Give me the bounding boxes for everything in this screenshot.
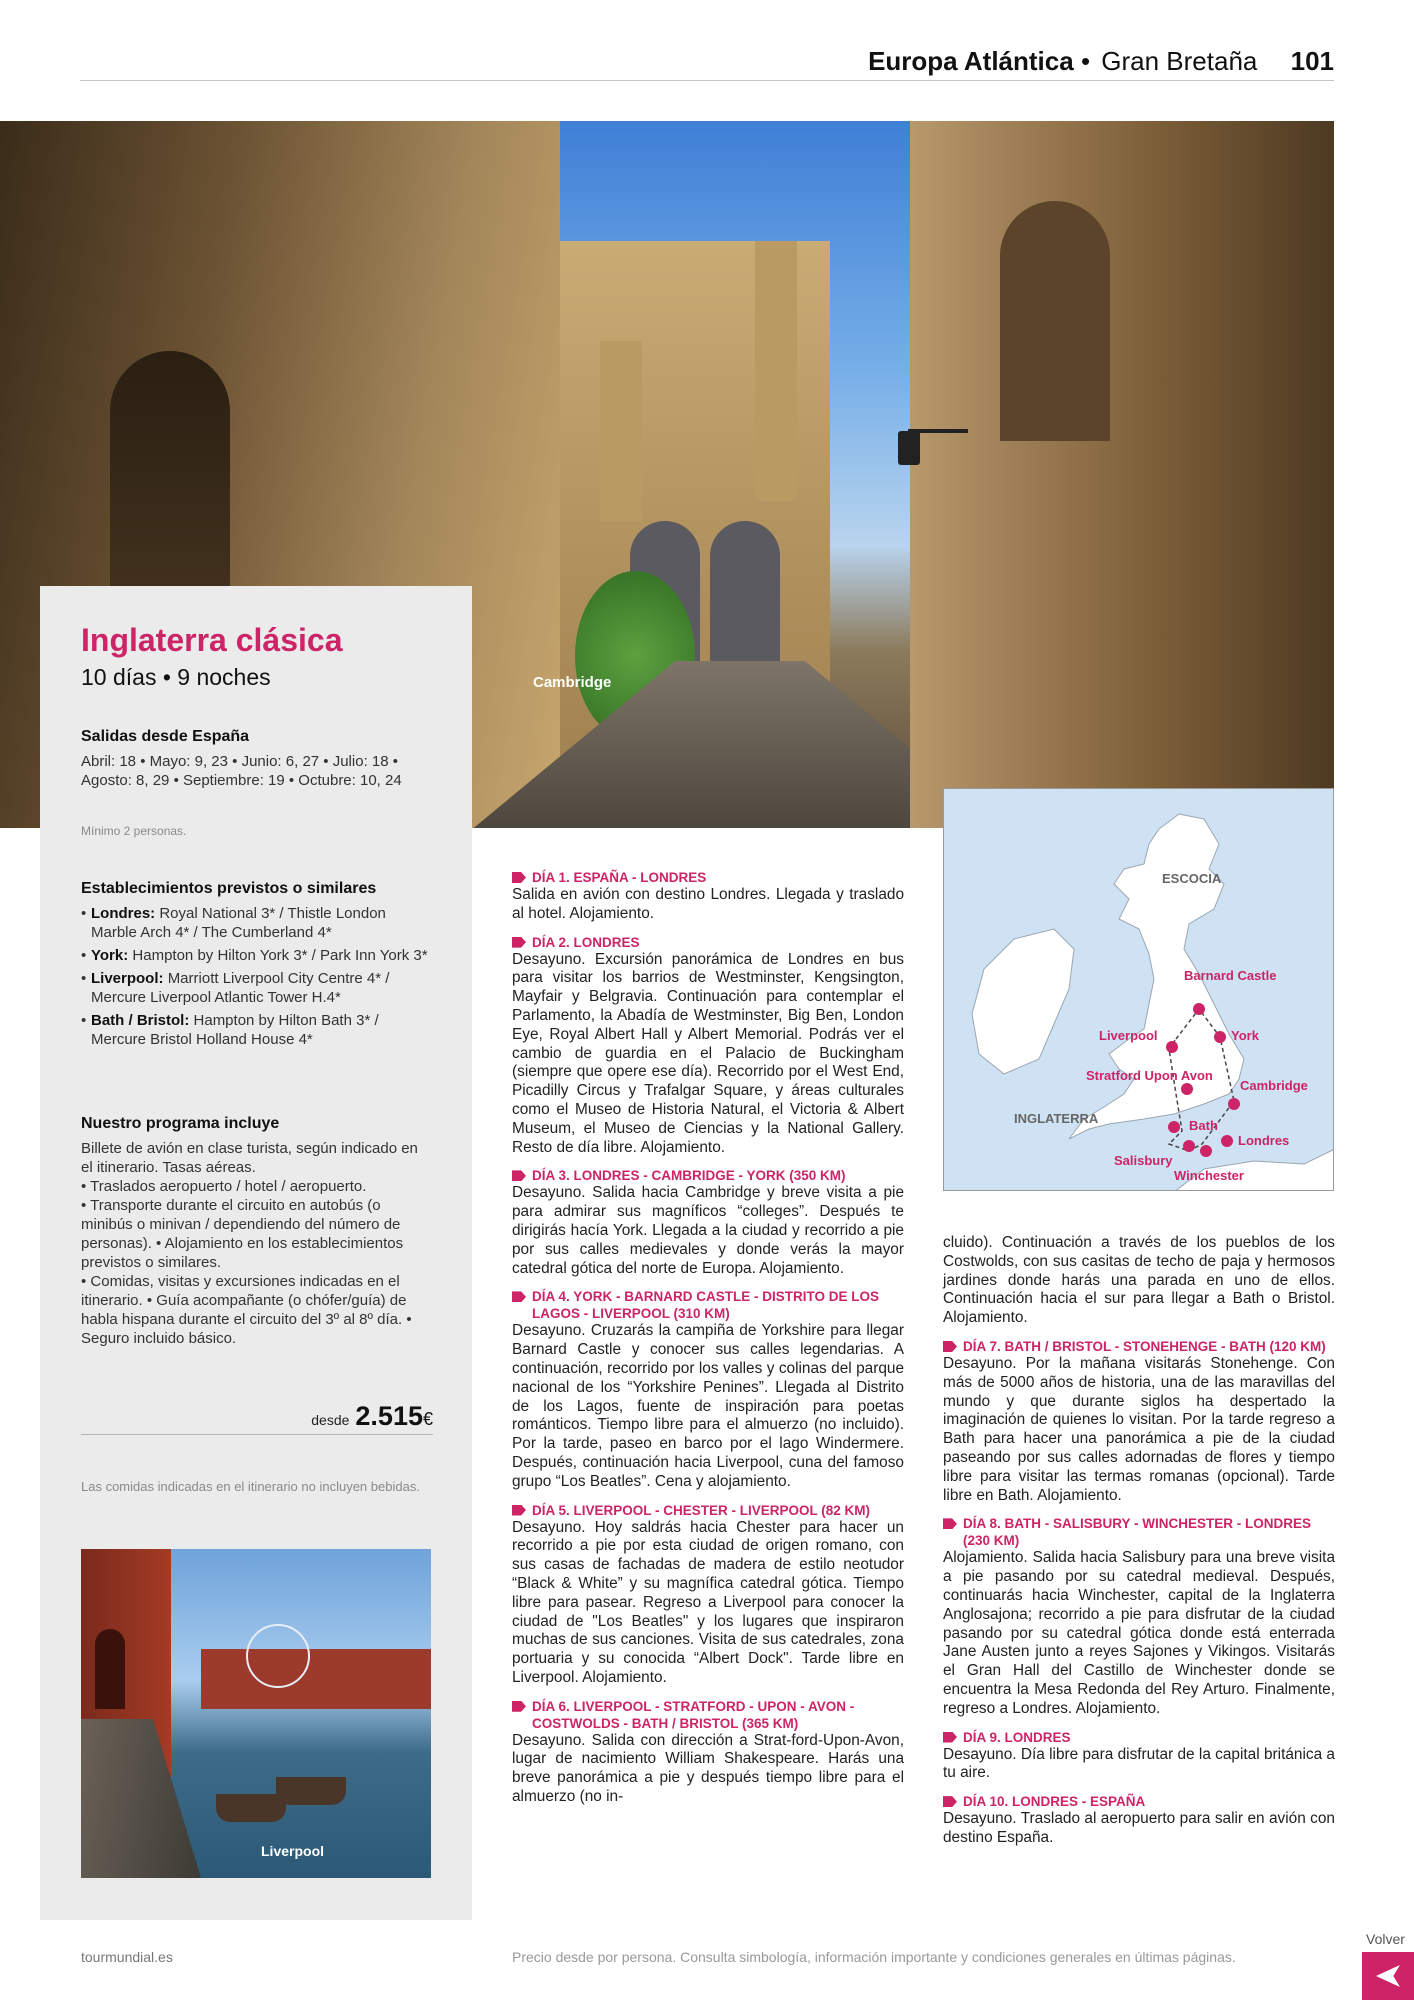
includes-heading: Nuestro programa incluye (81, 1115, 280, 1132)
liverpool-photo (81, 1549, 431, 1878)
back-arrow-icon (1376, 1965, 1400, 1987)
price-row (81, 1401, 433, 1432)
map-label-stratford: Stratford Upon Avon (1086, 1068, 1213, 1083)
map-marker-cambridge (1228, 1098, 1240, 1110)
itinerary-day (943, 1793, 1335, 1848)
photo-dock-building (201, 1649, 431, 1709)
day-continuation-text: cluido). Continuación a través de los pueblos de los Costwolds, con sus casitas de techo de paja y hermosos jardines donde harás una parada en uno de ellos. Continuación hacia el sur para llegar a Bath o Bristol. Alojamiento. (943, 1234, 1335, 1327)
day-heading: DÍA 4. YORK - BARNARD CASTLE - DISTRITO DE LOS LAGOS - LIVERPOOL (310 KM) (512, 1288, 904, 1322)
map-label-york: York (1231, 1028, 1259, 1043)
day-heading: DÍA 7. BATH / BRISTOL - STONEHENGE - BATH (120 KM) (943, 1338, 1335, 1355)
map-region-scotland: ESCOCIA (1162, 871, 1222, 886)
hotel-names: Marriott Liverpool City Centre 4* / Mercure Liverpool Atlantic Tower H.4* (91, 970, 390, 1006)
itinerary-day (512, 934, 904, 1158)
hotel-list (81, 904, 433, 1049)
day-text: Desayuno. Excursión panorámica de Londres en bus para visitar los barrios de Westminster, Kengsington, Mayfair y Belgravia. Continuación para contemplar el Parlamento, la Abadía de Westminster, Big Ben, London Eye, Royal Albert Hall y Albert Memorial. Podrás ver el cambio de guardia en el Palacio de Buckingham (siempre que opere ese día). Recorrido por el West End, Picadilly Circus y Trafalgar Square, y áreas culturales como el Museo de Historia Natural, el Victoria & Albert Museum, el Museo de Ciencias y la National Gallery. Resto de día libre. Alojamiento. (512, 950, 904, 1156)
day-heading: DÍA 3. LONDRES - CAMBRIDGE - YORK (350 KM) (512, 1167, 904, 1184)
itinerary-column-middle (512, 869, 904, 1817)
map-region-england: INGLATERRA (1014, 1111, 1099, 1126)
map-graphic (944, 789, 1334, 1191)
back-label[interactable]: Volver (1366, 1931, 1405, 1947)
day-heading: DÍA 1. ESPAÑA - LONDRES (512, 869, 904, 886)
itinerary-day (512, 1167, 904, 1278)
tour-title: Inglaterra clásica (81, 622, 343, 658)
day-heading: DÍA 2. LONDRES (512, 934, 904, 951)
map-label-winchester: Winchester (1174, 1168, 1244, 1183)
ferris-wheel-icon (246, 1624, 310, 1688)
header-country: Gran Bretaña (1101, 46, 1258, 76)
meals-note: Las comidas indicadas en el itinerario no incluyen bebidas. (81, 1479, 420, 1494)
price-currency: € (422, 1409, 433, 1429)
itinerary-day (512, 869, 904, 924)
list-item (81, 904, 433, 942)
route-map (943, 788, 1334, 1191)
day-text: Desayuno. Traslado al aeropuerto para salir en avión con destino España. (943, 1810, 1335, 1846)
itinerary-day (512, 1288, 904, 1491)
hotel-city: Liverpool: (91, 970, 164, 987)
includes-line: Billete de avión en clase turista, según indicado en el itinerario. Tasas aéreas. (81, 1140, 418, 1176)
departures-text: Abril: 18 • Mayo: 9, 23 • Junio: 6, 27 • Julio: 18 • Agosto: 8, 29 • Septiembre: 19 • Octubre: 10, 24 (81, 753, 402, 789)
day-heading: DÍA 5. LIVERPOOL - CHESTER - LIVERPOOL (82 KM) (512, 1502, 904, 1519)
day-heading: DÍA 6. LIVERPOOL - STRATFORD - UPON - AVON - COSTWOLDS - BATH / BRISTOL (365 KM) (512, 1698, 904, 1732)
hotel-city: York: (91, 947, 129, 964)
back-button[interactable] (1362, 1952, 1414, 2000)
day-text: Salida en avión con destino Londres. Llegada y traslado al hotel. Alojamiento. (512, 886, 904, 922)
day-text: Desayuno. Salida con dirección a Strat-ford-Upon-Avon, lugar de nacimiento William Shakespeare. Harás una breve panorámica a pie y después tiempo libre para el almuerzo (no in- (512, 1731, 904, 1806)
street-lamp-icon (898, 431, 920, 465)
map-marker-salisbury (1183, 1140, 1195, 1152)
day-text: Alojamiento. Salida hacia Salisbury para una breve visita a pie pasando por su catedral medieval. Después, continuarás hacia Winchester, capital de la Inglaterra Anglosajona; recorrido a pie para disfrutar de la ciudad pasando por su catedral gótica donde está enterrada Jane Austen junto a reyes Sajones y Vikingos. Visitarás el Gran Hall del Castillo de Winchester donde se encuentra la Mesa Redonda del Rey Arturo. Finalmente, regreso a Londres. Alojamiento. (943, 1549, 1335, 1717)
map-marker-barnard (1193, 1003, 1205, 1015)
map-label-bath: Bath (1189, 1118, 1218, 1133)
departures-heading: Salidas desde España (81, 728, 250, 745)
includes-line: • Transporte durante el circuito en autobús (o minibús o minivan / dependiendo del número de personas). • Alojamiento en los establecimientos previstos o similares. (81, 1197, 404, 1271)
price-from-label: desde (311, 1412, 350, 1428)
map-marker-stratford (1181, 1083, 1193, 1095)
list-item (81, 946, 433, 965)
photo-building-right (910, 121, 1334, 828)
itinerary-column-right (943, 1234, 1335, 1858)
includes-line: • Traslados aeropuerto / hotel / aeropuerto. (81, 1178, 367, 1195)
list-item (81, 1011, 433, 1049)
includes-section (81, 1115, 433, 1348)
day-text: Desayuno. Día libre para disfrutar de la capital británica a tu aire. (943, 1745, 1335, 1782)
day-text: Desayuno. Hoy saldrás hacia Chester para hacer un recorrido a pie por esta ciudad de origen romano, con sus casas de fachadas de madera de estilo neotudor “Black & White” y su magnífica catedral gótica. Tiempo libre para pasear. Regreso a Liverpool para conocer la ciudad de "Los Beatles" y los lugares que inspiraron muchas de sus canciones. Visita de sus catedrales, zona portuaria y su conocida “Albert Dock". Tarde libre en Liverpool. Alojamiento. (512, 1518, 904, 1686)
header-title (868, 46, 1334, 77)
map-label-barnard: Barnard Castle (1184, 968, 1277, 983)
hero-caption: Cambridge (533, 674, 612, 691)
list-item (81, 969, 433, 1007)
day-heading: DÍA 10. LONDRES - ESPAÑA (943, 1793, 1335, 1810)
page-number: 101 (1290, 46, 1334, 76)
itinerary-day (943, 1338, 1335, 1505)
day-heading: DÍA 9. LONDRES (943, 1729, 1335, 1746)
map-label-cambridge: Cambridge (1240, 1078, 1308, 1093)
header-separator: • (1080, 46, 1091, 76)
boat-icon (276, 1777, 346, 1805)
includes-line: • Comidas, visitas y excursiones indicadas en el itinerario. • Guía acompañante (o chófer/guía) de habla hispana durante el circuito del 3º al 8º día. • Seguro incluido básico. (81, 1273, 412, 1347)
page-header (80, 44, 1334, 81)
boat-icon (216, 1794, 286, 1822)
itinerary-day (943, 1515, 1335, 1718)
minimum-note: Mínimo 2 personas. (81, 824, 187, 838)
price-divider (81, 1434, 433, 1435)
photo-tower (755, 241, 797, 501)
map-marker-winchester (1200, 1145, 1212, 1157)
hotel-city: Bath / Bristol: (91, 1012, 190, 1029)
map-marker-bath (1168, 1121, 1180, 1133)
tour-duration: 10 días • 9 noches (81, 664, 271, 690)
map-marker-londres (1221, 1135, 1233, 1147)
footer-note: Precio desde por persona. Consulta simbología, información importante y condiciones generales en últimas páginas. (512, 1949, 1236, 1965)
day-text: Desayuno. Salida hacia Cambridge y breve visita a pie para admirar sus magníficos “colleges”. Después te dirigirás hacía York. Llegada a la ciudad y recorrido a pie por sus calles medievales y donde verás la mayor catedral gótica del norte de Europa. Alojamiento. (512, 1184, 904, 1277)
photo-window-arch (1000, 201, 1110, 441)
footer-site-link[interactable]: tourmundial.es (81, 1949, 173, 1965)
liverpool-caption: Liverpool (261, 1843, 325, 1859)
hotels-heading: Establecimientos previstos o similares (81, 880, 377, 897)
map-label-liverpool: Liverpool (1099, 1028, 1158, 1043)
hotel-names: Royal National 3* / Thistle London Marble Arch 4* / The Cumberland 4* (91, 905, 386, 941)
photo-arch (95, 1629, 125, 1709)
day-text: Desayuno. Cruzarás la campiña de Yorkshire para llegar Barnard Castle y conocer sus calles legendarias. A continuación, recorrido por los valles y colinas del parque nacional de los “Yorkshire Penines”. Llegada al Distrito de los Lagos, fuente de inspiración para poetas románticos. Tiempo libre para el almuerzo (no incluido). Por la tarde, paseo en barco por el lago Windermere. Después, continuación hacia Liverpool, cuna del famoso grupo “Los Beatles”. Cena y alojamiento. (512, 1322, 904, 1490)
photo-tower (600, 341, 642, 521)
hotel-names: Hampton by Hilton Bath 3* / Mercure Bristol Holland House 4* (91, 1012, 379, 1048)
departures-section (81, 728, 433, 790)
map-ireland (972, 929, 1074, 1074)
hotel-names: Hampton by Hilton York 3* / Park Inn York 3* (132, 947, 428, 964)
price-value: 2.515 (355, 1401, 423, 1431)
header-region: Europa Atlántica (868, 46, 1074, 76)
map-marker-york (1214, 1031, 1226, 1043)
day-text: Desayuno. Por la mañana visitarás Stonehenge. Con más de 5000 años de historia, una de las maravillas del mundo y que durante siglos ha despertado la imaginación de quienes lo visitan. Por la tarde regreso a Bath para hacer una panorámica a pie de la ciudad paseando por sus calles adornadas de flores y tiempo libre para visitar las termas romanas (opcional). Tarde libre en Bath. Alojamiento. (943, 1354, 1335, 1504)
map-label-londres: Londres (1238, 1133, 1290, 1148)
hotel-city: Londres: (91, 905, 156, 922)
photo-quay (81, 1719, 201, 1878)
hotels-section (81, 880, 433, 1053)
map-marker-liverpool (1166, 1041, 1178, 1053)
itinerary-day (512, 1698, 904, 1807)
itinerary-day (512, 1502, 904, 1688)
itinerary-day (943, 1729, 1335, 1784)
map-label-salisbury: Salisbury (1114, 1153, 1173, 1168)
day-heading: DÍA 8. BATH - SALISBURY - WINCHESTER - LONDRES (230 KM) (943, 1515, 1335, 1549)
